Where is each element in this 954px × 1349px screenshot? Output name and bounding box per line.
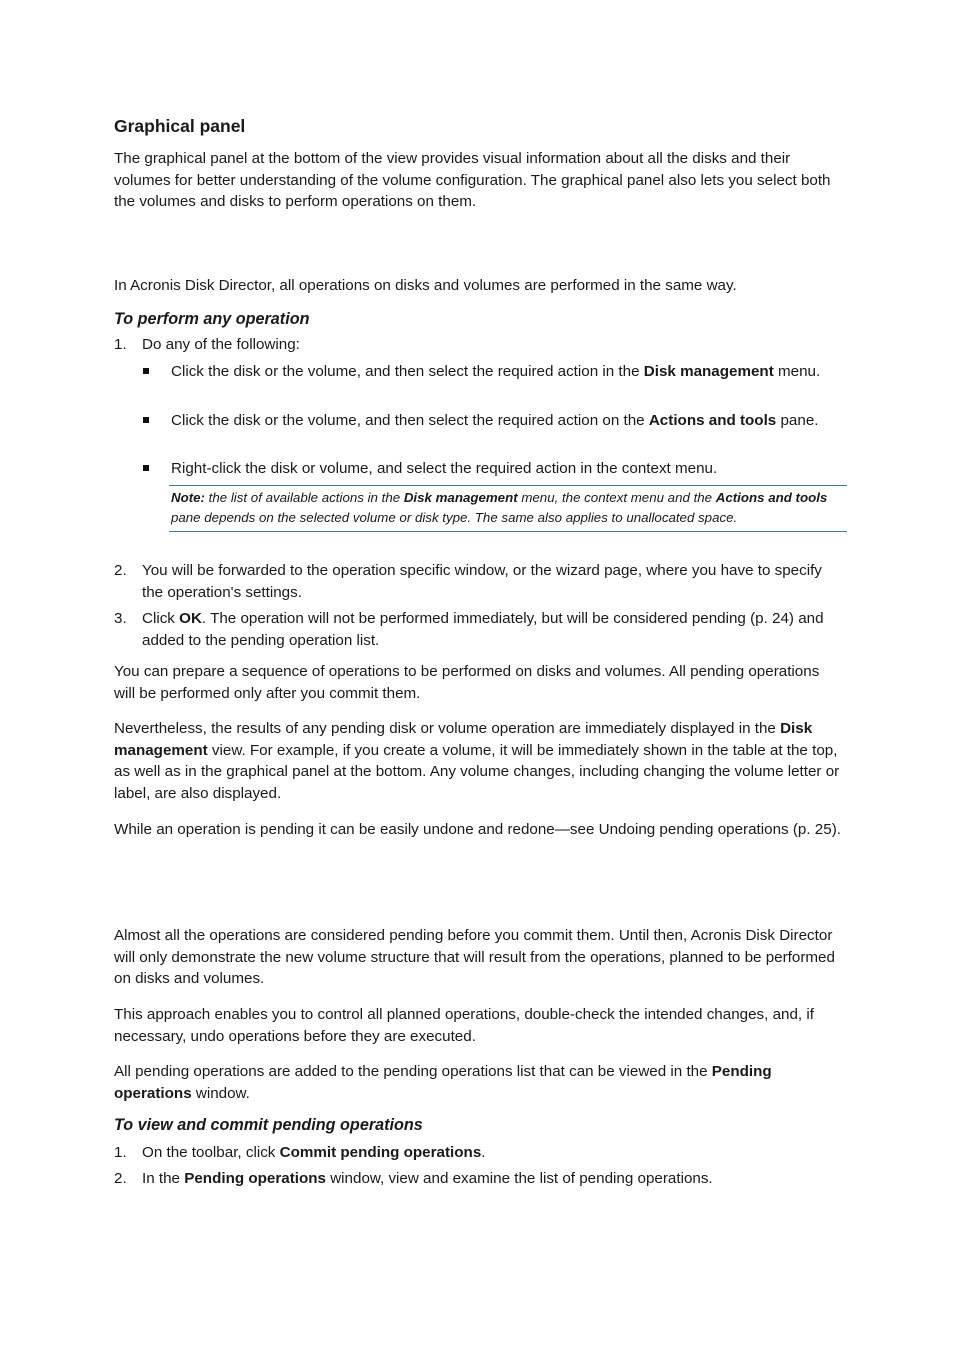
pending-intro-paragraph: Almost all the operations are considered pending before you commit them. Until then, Acronis Disk Director will only demonstrate the new volume structure that will result from the operations, planned to be performed on disks and volumes. <box>114 927 835 988</box>
step-text: You will be forwarded to the operation specific window, or the wizard page, where you have to specify the operation's settings. <box>142 562 822 601</box>
note-label: Note: <box>171 490 205 505</box>
pending-list-paragraph: All pending operations are added to the pending operations list that can be viewed in the Pending operations window. <box>114 1063 772 1102</box>
step-text: Click OK. The operation will not be performed immediately, but will be considered pending (p. 24) and added to the pending operation list. <box>142 610 824 649</box>
bullet-item <box>114 410 844 454</box>
note-box: Note: the list of available actions in the Disk management menu, the context menu and the Actions and tools pane depends on the selected volume or disk type. The same also applies to unallocated space. <box>169 485 847 532</box>
step-number: 1. <box>114 336 127 353</box>
sequence-paragraph: You can prepare a sequence of operations to be performed on disks and volumes. All pending operations will be performed only after you commit them. <box>114 663 820 702</box>
approach-paragraph: This approach enables you to control all planned operations, double-check the intended changes, and, if necessary, undo operations before they are executed. <box>114 1006 814 1045</box>
procedure-heading-commit: To view and commit pending operations <box>114 1116 423 1134</box>
commit-step-1 <box>114 1142 844 1164</box>
square-bullet-icon <box>142 361 152 368</box>
square-bullet-icon <box>142 410 152 417</box>
step-number: 2. <box>114 562 127 579</box>
square-bullet-icon <box>142 458 152 465</box>
step-1 <box>114 334 844 356</box>
undo-paragraph: While an operation is pending it can be easily undone and redone—see Undoing pending operations (p. 25). <box>114 821 841 838</box>
operations-intro: In Acronis Disk Director, all operations on disks and volumes are performed in the same way. <box>114 277 737 294</box>
commit-step-2 <box>114 1168 844 1190</box>
bullet-text: Click the disk or the volume, and then select the required action in the Disk management menu. <box>171 363 821 380</box>
bullet-text: Right-click the disk or volume, and select the required action in the context menu. <box>171 460 718 477</box>
step-number: 2. <box>114 1170 127 1187</box>
heading-graphical-panel: Graphical panel <box>114 116 246 136</box>
step-2 <box>114 560 844 604</box>
procedure-heading-perform: To perform any operation <box>114 310 310 328</box>
step-text: On the toolbar, click Commit pending operations. <box>142 1144 486 1161</box>
step-text: Do any of the following: <box>142 336 300 353</box>
step-3 <box>114 608 844 652</box>
bullet-item <box>114 361 844 405</box>
step-number: 3. <box>114 610 127 627</box>
bullet-item <box>114 458 844 480</box>
step-number: 1. <box>114 1144 127 1161</box>
step-text: In the Pending operations window, view and examine the list of pending operations. <box>142 1170 713 1187</box>
bullet-text: Click the disk or the volume, and then select the required action on the Actions and tools pane. <box>171 412 819 429</box>
results-paragraph: Nevertheless, the results of any pending disk or volume operation are immediately displayed in the Disk management view. For example, if you create a volume, it will be immediately shown in the table at the top, as well as in the graphical panel at the bottom. Any volume changes, including changing the volume letter or label, are also displayed. <box>114 720 840 802</box>
graphical-panel-paragraph: The graphical panel at the bottom of the view provides visual information about all the disks and their volumes for better understanding of the volume configuration. The graphical panel also lets you select both the volumes and disks to perform operations on them. <box>114 150 831 211</box>
